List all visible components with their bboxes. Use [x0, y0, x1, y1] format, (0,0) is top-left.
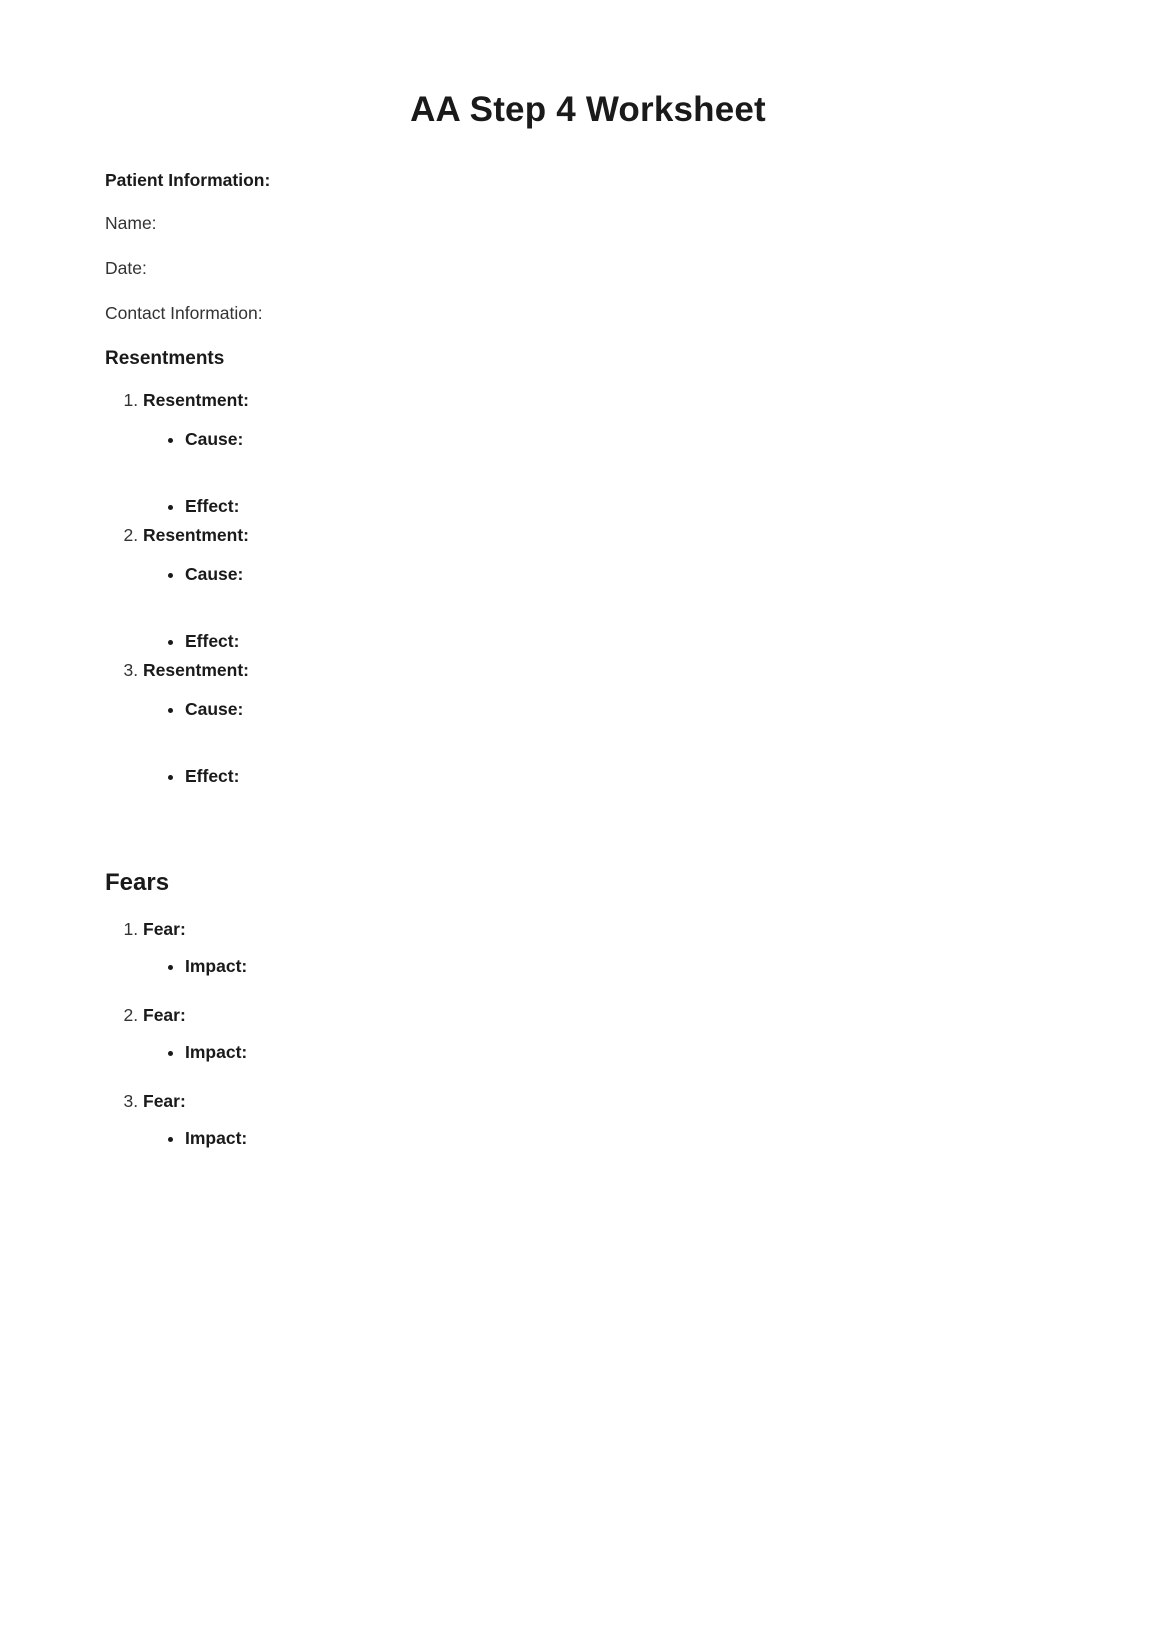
list-item[interactable]	[185, 564, 1071, 585]
fear-group	[105, 919, 1071, 977]
list-item[interactable]	[185, 429, 1071, 450]
impact-label: Impact:	[185, 956, 248, 976]
fears-heading: Fears	[105, 869, 170, 896]
patient-information-section	[105, 170, 1071, 324]
fear-details-list	[143, 1042, 1071, 1063]
resentment-label: Resentment:	[143, 660, 249, 680]
fear-label: Fear:	[143, 919, 186, 939]
resentment-details-list	[143, 564, 1071, 652]
effect-label: Effect:	[185, 496, 240, 516]
fear-group	[105, 1005, 1071, 1063]
fears-list	[105, 1091, 1071, 1149]
resentment-details-list	[143, 699, 1071, 787]
list-item[interactable]	[143, 919, 1071, 977]
fear-details-list	[143, 956, 1071, 977]
patient-information-label: Patient Information:	[105, 170, 271, 190]
list-item[interactable]	[185, 699, 1071, 720]
effect-label: Effect:	[185, 766, 240, 786]
impact-label: Impact:	[185, 1128, 248, 1148]
resentments-heading: Resentments	[105, 348, 225, 369]
page-title: AA Step 4 Worksheet	[410, 90, 766, 129]
effect-label: Effect:	[185, 631, 240, 651]
impact-label: Impact:	[185, 1042, 248, 1062]
list-item[interactable]	[143, 1005, 1071, 1063]
cause-label: Cause:	[185, 429, 244, 449]
list-item[interactable]	[185, 1042, 1071, 1063]
fears-section	[105, 869, 1071, 1149]
contact-information-field-label[interactable]: Contact Information:	[105, 303, 263, 323]
date-field-label[interactable]: Date:	[105, 258, 147, 278]
fears-list	[105, 1005, 1071, 1063]
fear-label: Fear:	[143, 1005, 186, 1025]
list-item[interactable]	[143, 390, 1071, 517]
fear-details-list	[143, 1128, 1071, 1149]
list-item[interactable]	[143, 660, 1071, 787]
name-field-label[interactable]: Name:	[105, 213, 157, 233]
fear-group	[105, 1091, 1071, 1149]
list-item[interactable]	[185, 956, 1071, 977]
resentments-section	[105, 348, 1071, 787]
list-item[interactable]	[185, 1128, 1071, 1149]
resentment-details-list	[143, 429, 1071, 517]
resentment-label: Resentment:	[143, 525, 249, 545]
list-item[interactable]	[185, 631, 1071, 652]
resentment-label: Resentment:	[143, 390, 249, 410]
cause-label: Cause:	[185, 564, 244, 584]
list-item[interactable]	[185, 766, 1071, 787]
fear-label: Fear:	[143, 1091, 186, 1111]
fears-list	[105, 919, 1071, 977]
list-item[interactable]	[185, 496, 1071, 517]
list-item[interactable]	[143, 525, 1071, 652]
resentments-list	[105, 390, 1071, 787]
cause-label: Cause:	[185, 699, 244, 719]
list-item[interactable]	[143, 1091, 1071, 1149]
